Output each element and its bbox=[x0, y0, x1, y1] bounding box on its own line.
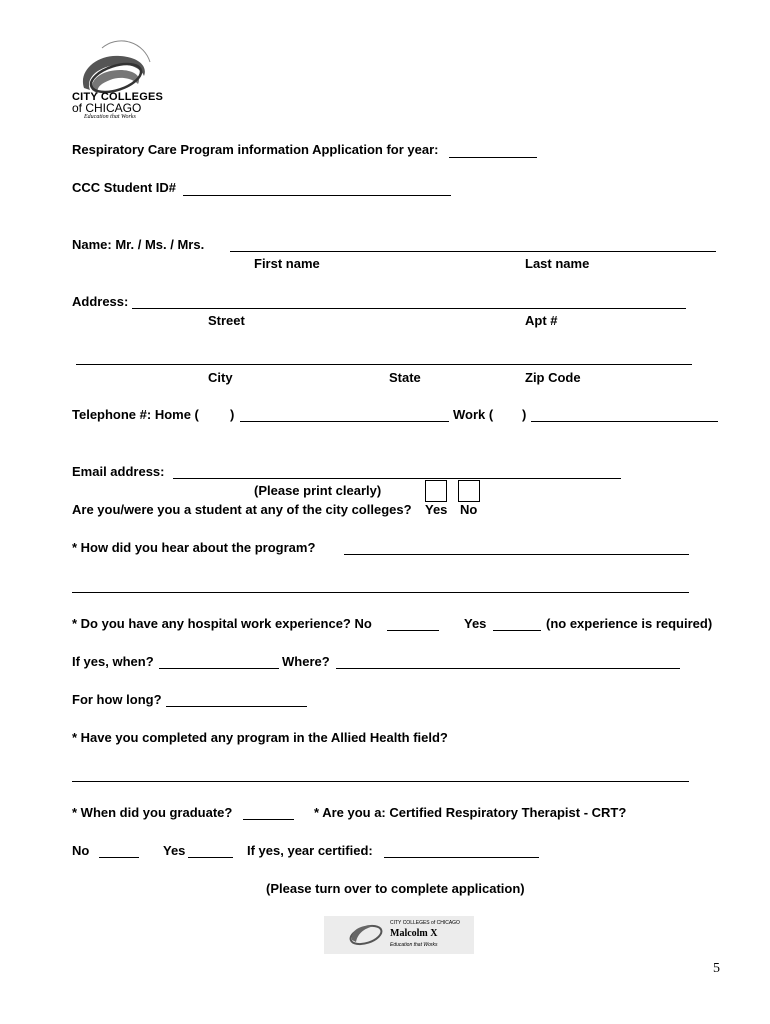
when-field[interactable] bbox=[159, 668, 279, 669]
where-field[interactable] bbox=[336, 668, 680, 669]
crt-no-label: No bbox=[72, 843, 90, 858]
crt-no-field[interactable] bbox=[99, 857, 139, 858]
hospital-no-field[interactable] bbox=[387, 630, 439, 631]
name-label: Name: Mr. / Ms. / Mrs. bbox=[72, 237, 205, 252]
graduate-question: * When did you graduate? bbox=[72, 805, 233, 820]
logo-title: CITY COLLEGES bbox=[72, 91, 164, 103]
year-field[interactable] bbox=[449, 157, 537, 158]
print-clearly-note: (Please print clearly) bbox=[254, 483, 382, 498]
hear-field[interactable] bbox=[344, 554, 689, 555]
zip-caption: Zip Code bbox=[525, 370, 581, 385]
where-label: Where? bbox=[282, 654, 330, 669]
hospital-note: (no experience is required) bbox=[546, 616, 713, 631]
hospital-yes-label: Yes bbox=[464, 616, 487, 631]
street-caption: Street bbox=[208, 313, 245, 328]
hospital-yes-field[interactable] bbox=[493, 630, 541, 631]
city-state-zip-field[interactable] bbox=[76, 364, 692, 365]
badge-line2: Malcolm X bbox=[390, 928, 438, 939]
yes-label: Yes bbox=[425, 502, 448, 517]
first-name-caption: First name bbox=[254, 256, 320, 271]
crt-yes-field[interactable] bbox=[188, 857, 233, 858]
when-label: If yes, when? bbox=[72, 654, 154, 669]
form-title: Respiratory Care Program information Application for year: bbox=[72, 142, 439, 157]
home-paren: ) bbox=[230, 407, 235, 422]
turn-over-note: (Please turn over to complete application) bbox=[266, 881, 525, 896]
logo-tagline: Education that Works bbox=[84, 114, 136, 120]
hospital-question: * Do you have any hospital work experience? No bbox=[72, 616, 372, 631]
last-name-caption: Last name bbox=[525, 256, 590, 271]
city-caption: City bbox=[208, 370, 233, 385]
name-field[interactable] bbox=[230, 251, 716, 252]
hear-question: * How did you hear about the program? bbox=[72, 540, 316, 555]
home-phone-field[interactable] bbox=[240, 421, 449, 422]
email-label: Email address: bbox=[72, 464, 165, 479]
work-label: Work ( bbox=[453, 407, 494, 422]
student-id-label: CCC Student ID# bbox=[72, 180, 176, 195]
badge-line1: CITY COLLEGES of CHICAGO bbox=[390, 920, 460, 926]
email-field[interactable] bbox=[173, 478, 621, 479]
malcolm-x-logo-icon bbox=[346, 920, 386, 950]
allied-field[interactable] bbox=[72, 781, 689, 782]
work-phone-field[interactable] bbox=[531, 421, 718, 422]
year-certified-label: If yes, year certified: bbox=[247, 843, 373, 858]
telephone-label: Telephone #: Home ( bbox=[72, 407, 199, 422]
state-caption: State bbox=[389, 370, 421, 385]
allied-question: * Have you completed any program in the Allied Health field? bbox=[72, 730, 448, 745]
no-label: No bbox=[460, 502, 478, 517]
yes-checkbox[interactable] bbox=[425, 480, 447, 502]
how-long-label: For how long? bbox=[72, 692, 162, 707]
graduate-field[interactable] bbox=[243, 819, 294, 820]
apt-caption: Apt # bbox=[525, 313, 558, 328]
page-number: 5 bbox=[713, 961, 720, 976]
address-field[interactable] bbox=[132, 308, 686, 309]
hear-field-line-2[interactable] bbox=[72, 592, 689, 593]
logo-subtitle: of CHICAGO bbox=[72, 101, 142, 115]
badge-line3: Education that Works bbox=[390, 942, 438, 948]
crt-yes-label: Yes bbox=[163, 843, 186, 858]
student-id-field[interactable] bbox=[183, 195, 451, 196]
crt-question: * Are you a: Certified Respiratory Therapist - CRT? bbox=[314, 805, 627, 820]
student-question: Are you/were you a student at any of the city colleges? bbox=[72, 502, 412, 517]
address-label: Address: bbox=[72, 294, 129, 309]
how-long-field[interactable] bbox=[166, 706, 307, 707]
work-paren: ) bbox=[522, 407, 527, 422]
no-checkbox[interactable] bbox=[458, 480, 480, 502]
year-certified-field[interactable] bbox=[384, 857, 539, 858]
